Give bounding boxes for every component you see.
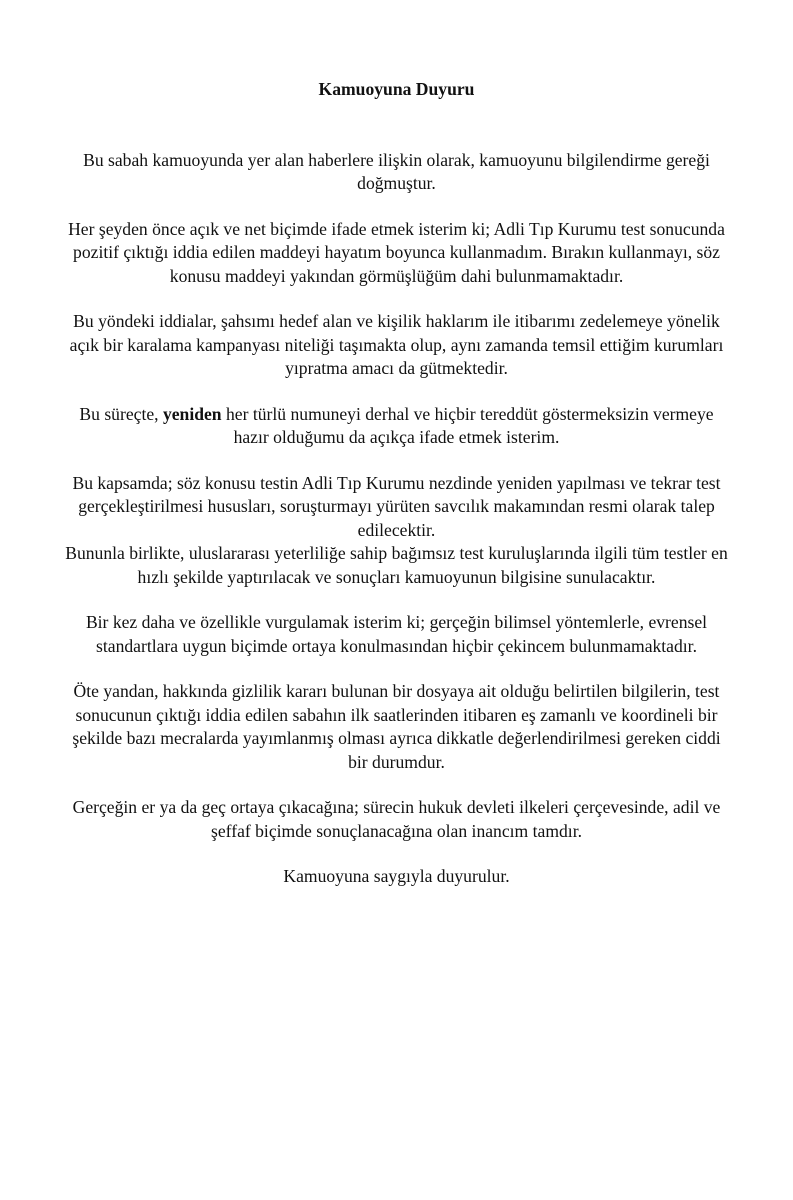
text-line: Bu yöndeki iddialar, şahsımı hedef alan ve kişilik haklarım ile itibarımı zedelemeye yönelik xyxy=(73,311,720,331)
text-line: hazır olduğumu da açıkça ifade etmek isterim. xyxy=(233,427,560,447)
text-line: açık bir karalama kampanyası niteliği taşımakta olup, aynı zamanda temsil ettiğim kurumları xyxy=(69,334,724,355)
text-line: Öte yandan, hakkında gizlilik kararı bulunan bir dosyaya ait olduğu belirtilen bilgilerin, test xyxy=(73,681,720,701)
announcement-document xyxy=(8,78,785,911)
text-line: sonucunun çıktığı iddia edilen sabahın ilk saatlerinden itibaren eş zamanlı ve koordineli bir xyxy=(75,704,718,725)
paragraph-confidentiality xyxy=(8,680,785,774)
paragraph-scientific-methods xyxy=(8,611,785,658)
text-line: şeffaf biçimde sonuçlanacağına olan inancım tamdır. xyxy=(211,820,582,841)
text-line: Bir kez daha ve özellikle vurgulamak isterim ki; gerçeğin bilimsel yöntemlerle, evrensel xyxy=(85,612,708,632)
paragraph-retest-request xyxy=(8,472,785,543)
text-line: Bu kapsamda; söz konusu testin Adli Tıp Kurumu nezdinde yeniden yapılması ve tekrar test xyxy=(72,472,721,493)
text-line: yıpratma amacı da gütmektedir. xyxy=(285,358,508,378)
text-line: hızlı şekilde yaptırılacak ve sonuçları kamuoyunun bilgisine sunulacaktır. xyxy=(137,566,656,587)
text-segment: Bu süreçte, xyxy=(79,403,163,424)
closing-line: Kamuoyuna saygıyla duyurulur. xyxy=(283,866,510,886)
text-line: Her şeyden önce açık ve net biçimde ifade etmek isterim ki; Adli Tıp Kurumu test sonucunda xyxy=(68,218,725,239)
emphasized-word: yeniden xyxy=(162,403,222,424)
paragraph-intro xyxy=(8,149,785,196)
text-line: pozitif çıktığı iddia edilen maddeyi hayatım boyunca kullanmadım. Bırakın kullanmayı, söz xyxy=(73,242,720,262)
text-line: doğmuştur. xyxy=(357,173,436,193)
paragraph-independent-tests xyxy=(8,542,785,589)
paragraph-belief xyxy=(8,796,785,843)
paragraph-denial xyxy=(8,218,785,289)
text-line: gerçekleştirilmesi hususları, soruşturmayı yürüten savcılık makamından resmi olarak talep xyxy=(78,496,715,516)
document-title: Kamuoyuna Duyuru xyxy=(318,79,475,99)
paragraph-sample-readiness xyxy=(8,403,785,450)
text-line: bir durumdur. xyxy=(348,751,445,772)
text-line xyxy=(8,403,785,427)
text-line: standartlara uygun biçimde ortaya konulmasından hiçbir çekincem bulunmamaktadır. xyxy=(96,635,697,656)
text-line: Gerçeğin er ya da geç ortaya çıkacağına; sürecin hukuk devleti ilkeleri çerçevesinde, adil ve xyxy=(72,797,721,817)
text-line: şekilde bazı mecralarda yayımlanmış olması ayrıca dikkatle değerlendirilmesi gereken ciddi xyxy=(72,728,721,748)
text-line: Bununla birlikte, uluslararası yeterliliğe sahip bağımsız test kuruluşlarında ilgili tüm testler en xyxy=(65,543,728,563)
text-line: konusu maddeyi yakından görmüşlüğüm dahi bulunmamaktadır. xyxy=(169,265,624,286)
text-segment: her türlü numuneyi derhal ve hiçbir tereddüt göstermeksizin vermeye xyxy=(221,403,714,424)
text-line: edilecektir. xyxy=(357,519,436,540)
paragraph-allegations xyxy=(8,310,785,381)
text-line: Bu sabah kamuoyunda yer alan haberlere ilişkin olarak, kamuoyunu bilgilendirme gereği xyxy=(83,149,710,170)
